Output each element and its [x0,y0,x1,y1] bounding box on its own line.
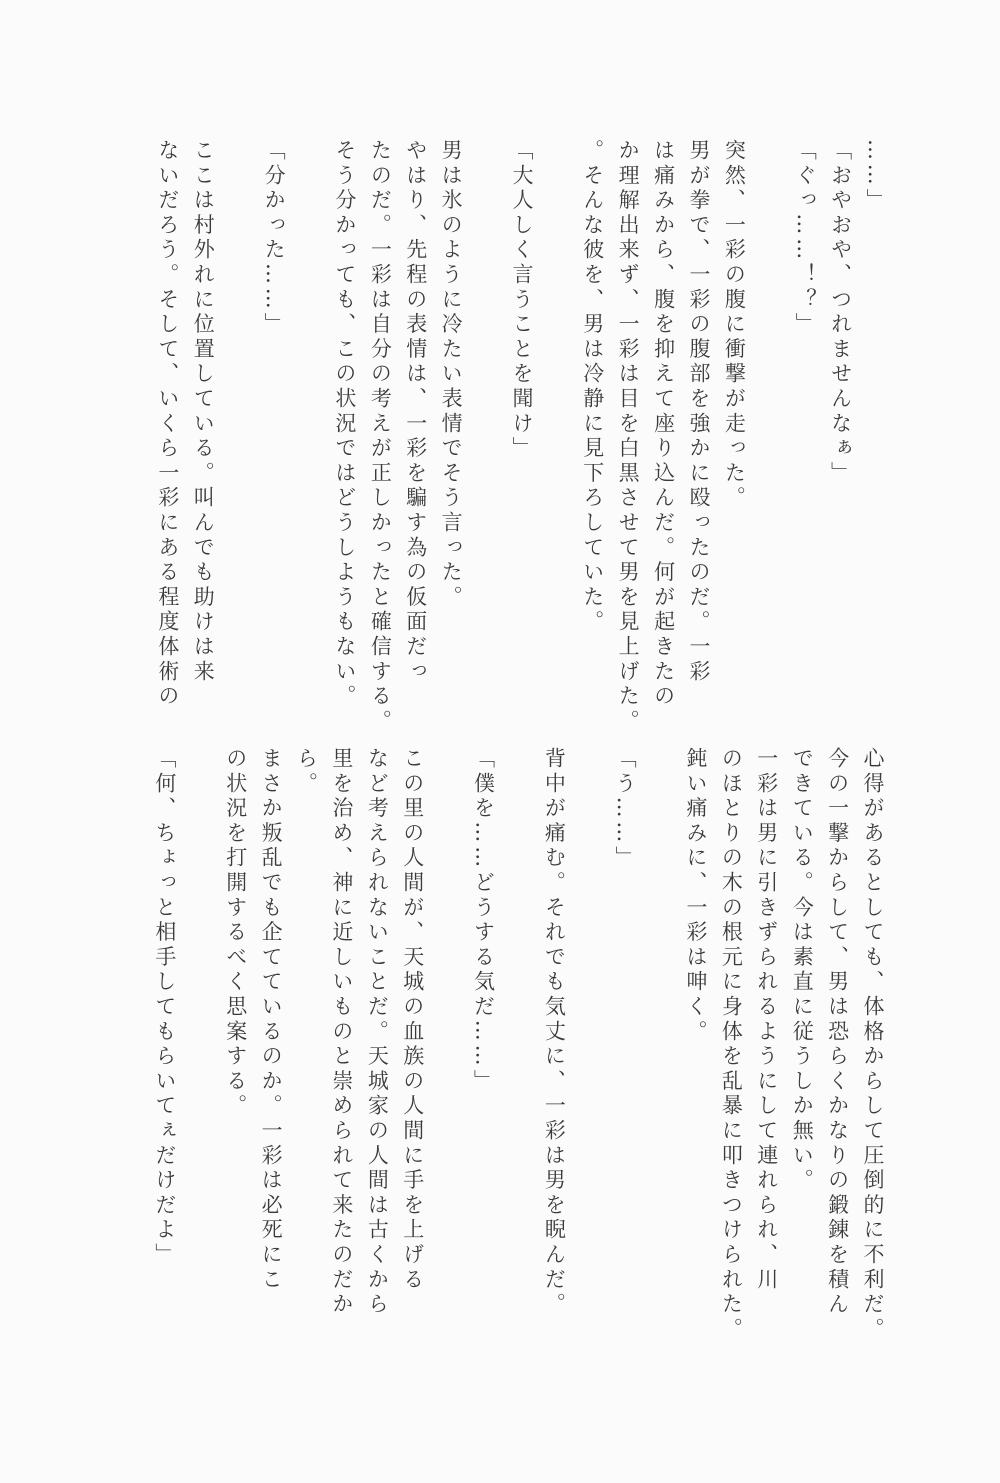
text-column: 「大人しく言うことを聞け」 [509,139,534,462]
text-column: そう分かっても、この状況ではどうしようもない。 [332,139,357,710]
blank-column [751,139,786,747]
text-column: など考えられないことだ。天城家の人間は古くから [365,747,390,1318]
text-column: この里の人間が、天城の血族の人間に手を上げる [400,747,425,1293]
text-column: やはり、先程の表情は、一彩を騙す為の仮面だっ [403,139,428,685]
text-column: 男は氷のように冷たい表情でそう言った。 [439,139,464,611]
text-column: 一彩は男に引きずられるようにして連れられ、川 [754,747,779,1293]
text-column: 。そんな彼を、男は冷静に見下ろしていた。 [580,139,605,635]
text-column: 里を治め、神に近しいものと崇められて来たのだか [329,747,354,1318]
text-column: 鈍い痛みに、一彩は呻く。 [683,747,708,1045]
blank-column [291,139,326,747]
text-column: 「分かった……」 [262,139,287,338]
text-column: は痛みから、腹を抑えて座り込んだ。何が起きたの [651,139,676,710]
text-column: できている。今は素直に従うしか無い。 [790,747,815,1194]
text-column: のほとりの木の根元に身体を乱暴に叩きつけられた。 [719,747,744,1343]
text-column: 突然、一彩の腹に衝撃が走った。 [722,139,747,511]
text-block-bottom [146,747,890,1355]
text-column: 「何、ちょっと相手してもらいてぇだけだよ」 [152,747,177,1268]
text-column: 「おやおや、つれませんなぁ」 [828,139,853,487]
text-column: ここは村外れに位置している。叫んでも助けは来 [191,139,216,685]
blank-column [539,139,574,747]
text-column: の状況を打開するべく思案する。 [223,747,248,1119]
text-column: ら。 [294,747,319,797]
text-column: ……」 [864,139,888,214]
text-block-top [149,139,893,747]
text-column: 男が拳で、一彩の腹部を強かに殴ったのだ。一彩 [686,139,711,685]
text-column: 今の一撃からして、男は恐らくかなりの鍛錬を積ん [825,747,850,1318]
text-column: 心得があるとしても、体格からして圧倒的に不利だ。 [861,747,885,1343]
text-column: ないだろう。そして、いくら一彩にある程度体術の [155,139,180,710]
blank-column [501,747,536,1355]
blank-column [642,747,677,1355]
blank-column [430,747,465,1355]
blank-column [571,747,606,1355]
blank-column [468,139,503,747]
text-column: まさか叛乱でも企てているのか。一彩は必死にこ [259,747,284,1293]
text-column: 「ぐっ……！？」 [793,139,818,338]
text-column: 「う……」 [613,747,638,871]
blank-column [182,747,217,1355]
text-column: 背中が痛む。それでも気丈に、一彩は男を睨んだ。 [542,747,567,1318]
blank-column [220,139,255,747]
text-column: か理解出来ず、一彩は目を白黒させて男を見上げた。 [616,139,641,735]
text-column: 「僕を……どうする気だ……」 [471,747,496,1095]
text-column: たのだ。一彩は自分の考えが正しかったと確信する。 [368,139,393,735]
